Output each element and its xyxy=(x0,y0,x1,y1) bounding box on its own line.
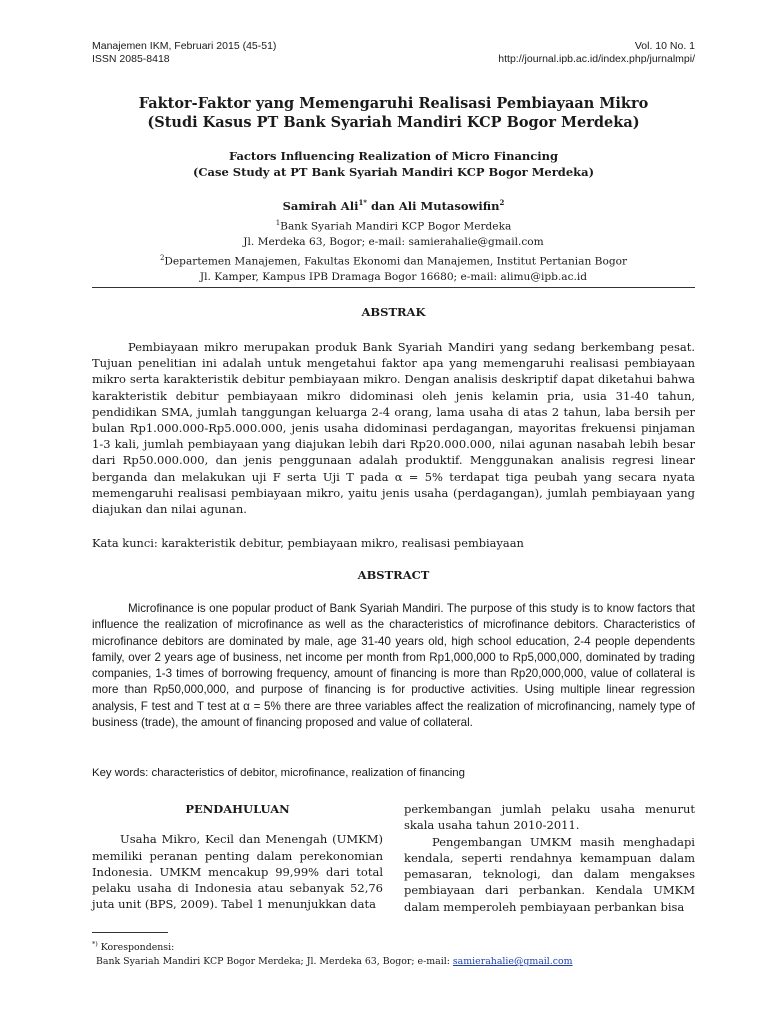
affiliation-1-name: Bank Syariah Mandiri KCP Bogor Merdeka xyxy=(280,220,512,233)
intro-paragraph-2: Pengembangan UMKM masih menghadapi kendala, seperti rendahnya kemampuan dalam pemasaran, teknologi, dan dalam mengakses pembiayaan dari perbankan. Kendala UMKM dalam memperoleh pembiayaan perbankan bisa xyxy=(404,834,695,914)
title-id-line2: (Studi Kasus PT Bank Syariah Mandiri KCP Bogor Merdeka) xyxy=(147,114,640,131)
intro-left-column xyxy=(92,801,383,913)
abstract-heading: ABSTRACT xyxy=(357,568,430,582)
affiliation-1-address: Jl. Merdeka 63, Bogor; e-mail: samierahalie@gmail.com xyxy=(243,236,544,249)
author-connector: dan xyxy=(366,198,399,213)
affiliation-1 xyxy=(92,216,695,235)
affiliation-2-address: Jl. Kamper, Kampus IPB Dramaga Bogor 16680; e-mail: alimu@ipb.ac.id xyxy=(199,270,588,283)
affiliation-2-marker: 2 xyxy=(159,253,165,262)
abstrak-keywords: Kata kunci: karakteristik debitur, pembiayaan mikro, realisasi pembiayaan xyxy=(92,536,524,550)
footnote-divider xyxy=(92,932,168,933)
issn: ISSN 2085-8418 xyxy=(92,53,170,65)
footnote-marker: *) xyxy=(92,940,98,948)
author-1-marker: 1* xyxy=(358,198,367,207)
affiliations xyxy=(92,216,695,285)
header-right xyxy=(498,40,695,66)
footnote-label: Korespondensi: xyxy=(100,942,175,954)
title-indonesian xyxy=(92,94,695,132)
abstract-body: Microfinance is one popular product of Bank Syariah Mandiri. The purpose of this study is to know factors that influence the realization of microfinance as well as the characteristics of microfinance debitors. Characteristics of microfinance debitors are dominated by male, age 31-40 years old, high school education, 2-4 people dependents family, over 2 years age of business, net income per month from Rp1,000,000 to Rp5,000,000, dominated by trading companies, 1-3 times of borrowing frequency, amount of financing is more than Rp20,000,000, value of collateral is more than Rp50,000,000, and purpose of financing is for productive activities. Using multiple linear regression analysis, F test and T test at α = 5% there are three variables affect the realization of microfinancing, namely type of business (trade), the amount of financing proposed and value of collateral. xyxy=(92,602,695,730)
affiliation-2 xyxy=(92,251,695,270)
intro-right-column xyxy=(404,801,695,915)
affiliation-2-name: Departemen Manajemen, Fakultas Ekonomi dan Manajemen, Institut Pertanian Bogor xyxy=(164,255,628,268)
author-1: Samirah Ali xyxy=(282,198,359,213)
footnote xyxy=(92,937,573,969)
affiliation-1-marker: 1 xyxy=(275,219,281,227)
footnote-label-line xyxy=(92,937,573,955)
intro-paragraph-1: Usaha Mikro, Kecil dan Menengah (UMKM) memiliki peranan penting dalam perekonomian Indonesia. UMKM mencakup 99,99% dari total pelaku usaha di Indonesia atau sebanyak 52,76 juta unit (BPS, 2009). Tabel 1 menunjukkan data xyxy=(92,832,383,912)
pendahuluan-heading: PENDAHULUAN xyxy=(185,802,290,816)
title-en-line1: Factors Influencing Realization of Micro Financing xyxy=(228,149,559,163)
header-left xyxy=(92,40,276,66)
author-2-marker: 2 xyxy=(499,198,505,207)
title-english xyxy=(92,149,695,180)
abstract-keywords: Key words: characteristics of debitor, microfinance, realization of financing xyxy=(92,767,465,779)
footnote-text: Bank Syariah Mandiri KCP Bogor Merdeka; Jl. Merdeka 63, Bogor; e-mail: xyxy=(96,956,453,968)
journal-citation: Manajemen IKM, Februari 2015 (45-51) xyxy=(92,40,277,52)
intro-paragraph-1-cont: perkembangan jumlah pelaku usaha menurut skala usaha tahun 2010-2011. xyxy=(404,802,695,833)
author-list xyxy=(92,198,695,213)
footnote-text-line xyxy=(92,955,573,969)
journal-url[interactable]: http://journal.ipb.ac.id/index.php/jurnalmpi/ xyxy=(498,53,695,65)
header-divider xyxy=(92,287,695,288)
title-en-line2: (Case Study at PT Bank Syariah Mandiri KCP Bogor Merdeka) xyxy=(192,164,595,179)
abstrak-heading: ABSTRAK xyxy=(361,305,426,319)
title-id-line1: Faktor-Faktor yang Memengaruhi Realisasi Pembiayaan Mikro xyxy=(138,95,649,112)
abstrak-body: Pembiayaan mikro merupakan produk Bank Syariah Mandiri yang sedang berkembang pesat. Tujuan penelitian ini adalah untuk mengetahui faktor apa yang memengaruhi realisasi pembiayaan mikro serta karakteristik debitur pembiayaan mikro. Dengan analisis deskriptif dapat diketahui bahwa karakteristik debitur pembiayaan mikro didominasi oleh jenis kelamin pria, usia 31-40 tahun, pendidikan SMA, jumlah tanggungan keluarga 2-4 orang, lama usaha di atas 2 tahun, laba bersih per bulan Rp1.000.000-Rp5.000.000, jenis usaha didominasi perdagangan, mayoritas frekuensi pinjaman 1-3 kali, jumlah pembiayaan yang diajukan lebih dari Rp20.000.000, nilai agunan nasabah lebih besar dari Rp50.000.000, dan jenis penggunaan adalah produktif. Menggunakan analisis regresi linear berganda dan melakukan uji F serta Uji T pada α = 5% terdapat tiga peubah yang secara nyata memengaruhi realisasi pembiayaan mikro, yaitu jenis usaha (perdagangan), jumlah pembiayaan yang diajukan dan nilai agunan. xyxy=(92,340,695,517)
footnote-email-link[interactable]: samierahalie@gmail.com xyxy=(452,956,573,968)
author-2: Ali Mutasowifin xyxy=(398,198,500,213)
volume-number: Vol. 10 No. 1 xyxy=(634,40,695,52)
